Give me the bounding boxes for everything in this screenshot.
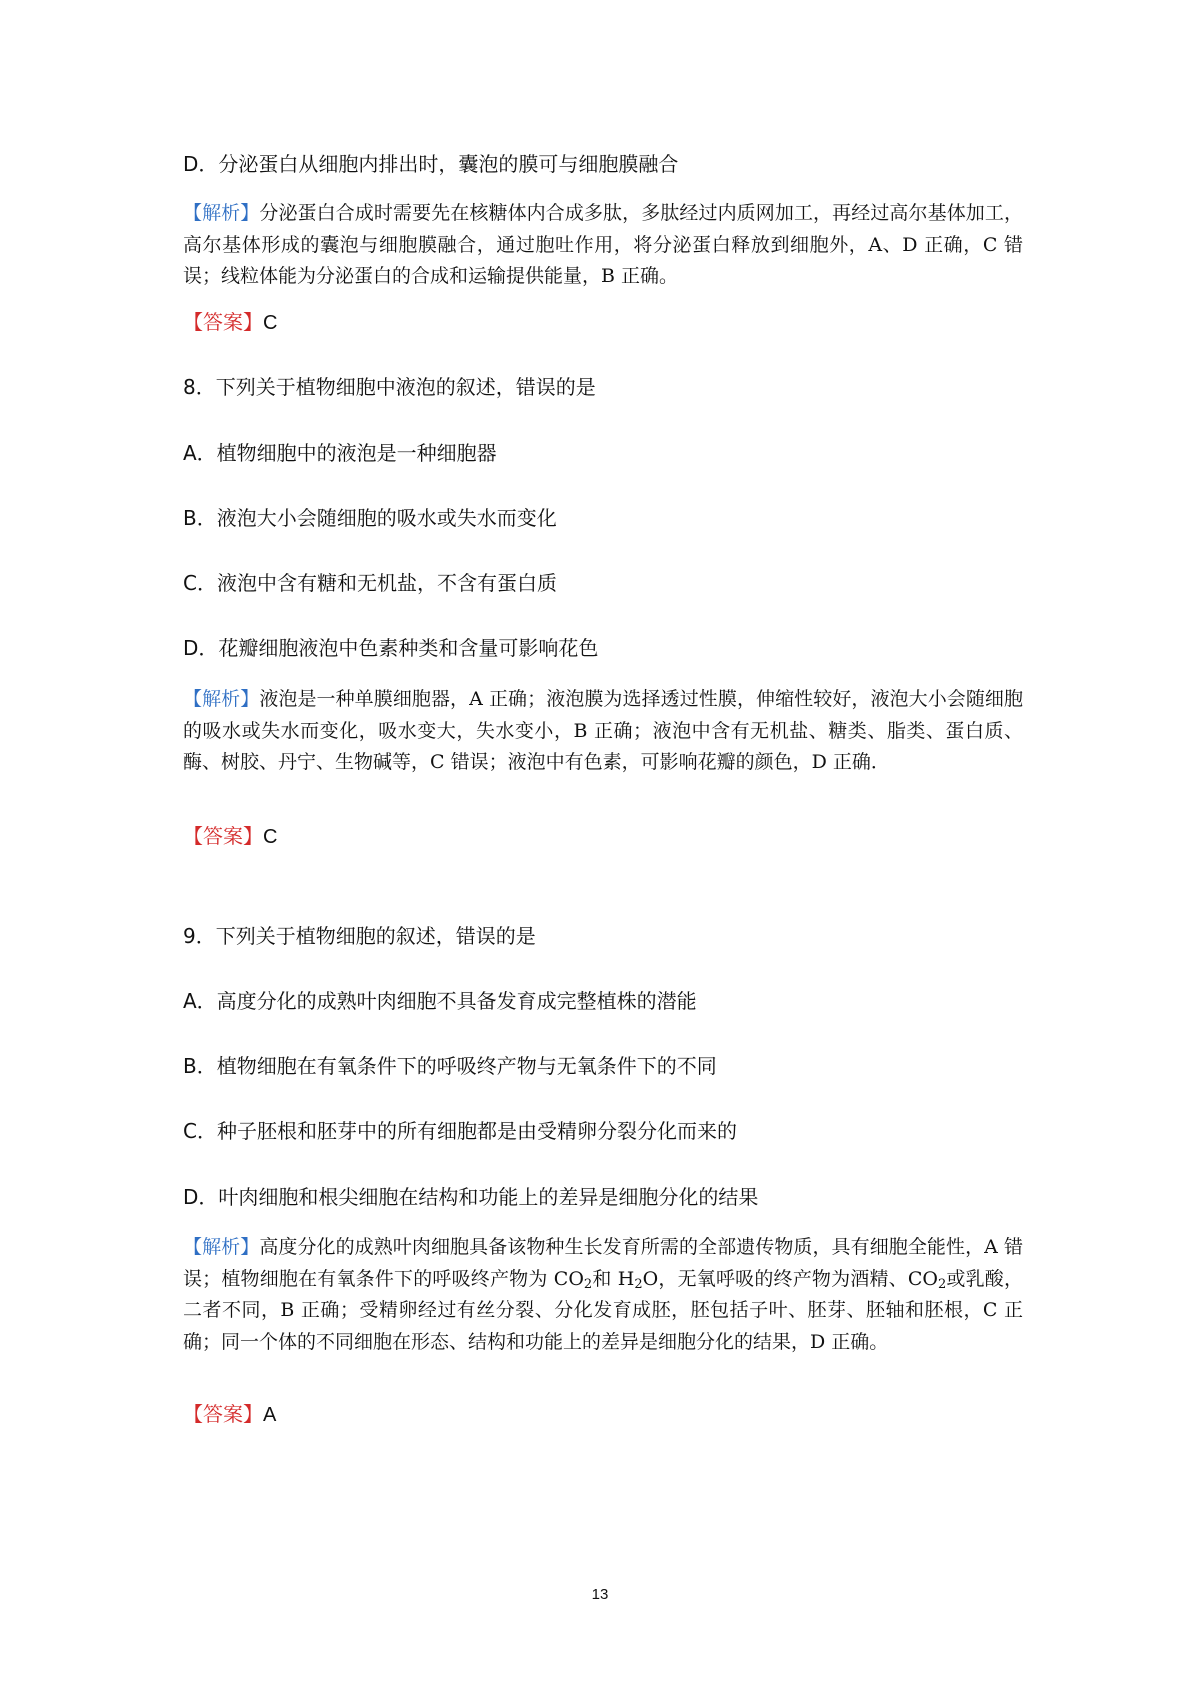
- subscript-2: 2: [634, 1276, 643, 1292]
- answer-value: C: [263, 826, 278, 848]
- q8-stem: 8．下列关于植物细胞中液泡的叙述，错误的是: [183, 375, 596, 399]
- q9-option-b: B．植物细胞在有氧条件下的呼吸终产物与无氧条件下的不同: [183, 1054, 717, 1078]
- analysis-label: 【解析】: [183, 202, 260, 224]
- q8-answer: [183, 822, 277, 851]
- q9-option-c: C．种子胚根和胚芽中的所有细胞都是由受精卵分裂分化而来的: [183, 1119, 737, 1143]
- q7-analysis: [183, 198, 1023, 293]
- analysis-label: 【解析】: [183, 688, 260, 710]
- q9-option-d: D．叶肉细胞和根尖细胞在结构和功能上的差异是细胞分化的结果: [183, 1185, 759, 1209]
- analysis-text-3: O，无氧呼吸的终产物为酒精、CO: [642, 1267, 938, 1290]
- answer-value: C: [263, 312, 278, 334]
- answer-label: 【答案】: [183, 310, 263, 334]
- analysis-text: 液泡是一种单膜细胞器，A 正确；液泡膜为选择透过性膜，伸缩性较好，液泡大小会随细胞的吸水或失水而变化，吸水变大，失水变小，B 正确；液泡中含有无机盐、糖类、脂类、蛋白质、酶、树胶、丹宁、生物碱等，C 错误；液泡中有色素，可影响花瓣的颜色，D 正确．: [183, 688, 1023, 773]
- page-number: 13: [591, 1586, 609, 1603]
- analysis-label: 【解析】: [183, 1236, 260, 1258]
- q8-option-a: A．植物细胞中的液泡是一种细胞器: [183, 441, 497, 465]
- analysis-text-4: 或乳酸，二者不同，B 正确；受精卵经过有丝分裂、分化发育成胚，胚包括子叶、胚芽、胚轴和胚根，C 正确；同一个体的不同细胞在形态、结构和功能上的差异是细胞分化的结果，D 正确。: [183, 1267, 1023, 1353]
- answer-value: A: [263, 1404, 277, 1426]
- analysis-text-1: 高度分化的成熟叶肉细胞具备该物种生长发育所需的全部遗传物质，具有细胞全能性，A 错误；植物细胞在有氧条件下的呼吸终产物为 CO: [183, 1236, 1023, 1290]
- q7-answer: [183, 308, 277, 337]
- q8-option-c: C．液泡中含有糖和无机盐，不含有蛋白质: [183, 571, 557, 595]
- q7-option-d: D．分泌蛋白从细胞内排出时，囊泡的膜可与细胞膜融合: [183, 152, 679, 176]
- q9-answer: [183, 1400, 276, 1429]
- q9-option-a: A．高度分化的成熟叶肉细胞不具备发育成完整植株的潜能: [183, 989, 697, 1013]
- analysis-text-2: 和 H: [592, 1267, 635, 1290]
- q8-analysis: [183, 684, 1023, 779]
- analysis-text: 分泌蛋白合成时需要先在核糖体内合成多肽，多肽经过内质网加工，再经过高尔基体加工，高尔基体形成的囊泡与细胞膜融合，通过胞吐作用，将分泌蛋白释放到细胞外，A、D 正确，C 错误；线粒体能为分泌蛋白的合成和运输提供能量，B 正确。: [183, 202, 1023, 287]
- q9-stem: 9．下列关于植物细胞的叙述，错误的是: [183, 924, 536, 948]
- q9-analysis: [183, 1232, 1023, 1358]
- answer-label: 【答案】: [183, 824, 263, 848]
- q8-option-d: D．花瓣细胞液泡中色素种类和含量可影响花色: [183, 636, 599, 660]
- answer-label: 【答案】: [183, 1402, 263, 1426]
- q8-option-b: B．液泡大小会随细胞的吸水或失水而变化: [183, 506, 557, 530]
- subscript-2: 2: [937, 1276, 947, 1292]
- subscript-2: 2: [583, 1276, 593, 1292]
